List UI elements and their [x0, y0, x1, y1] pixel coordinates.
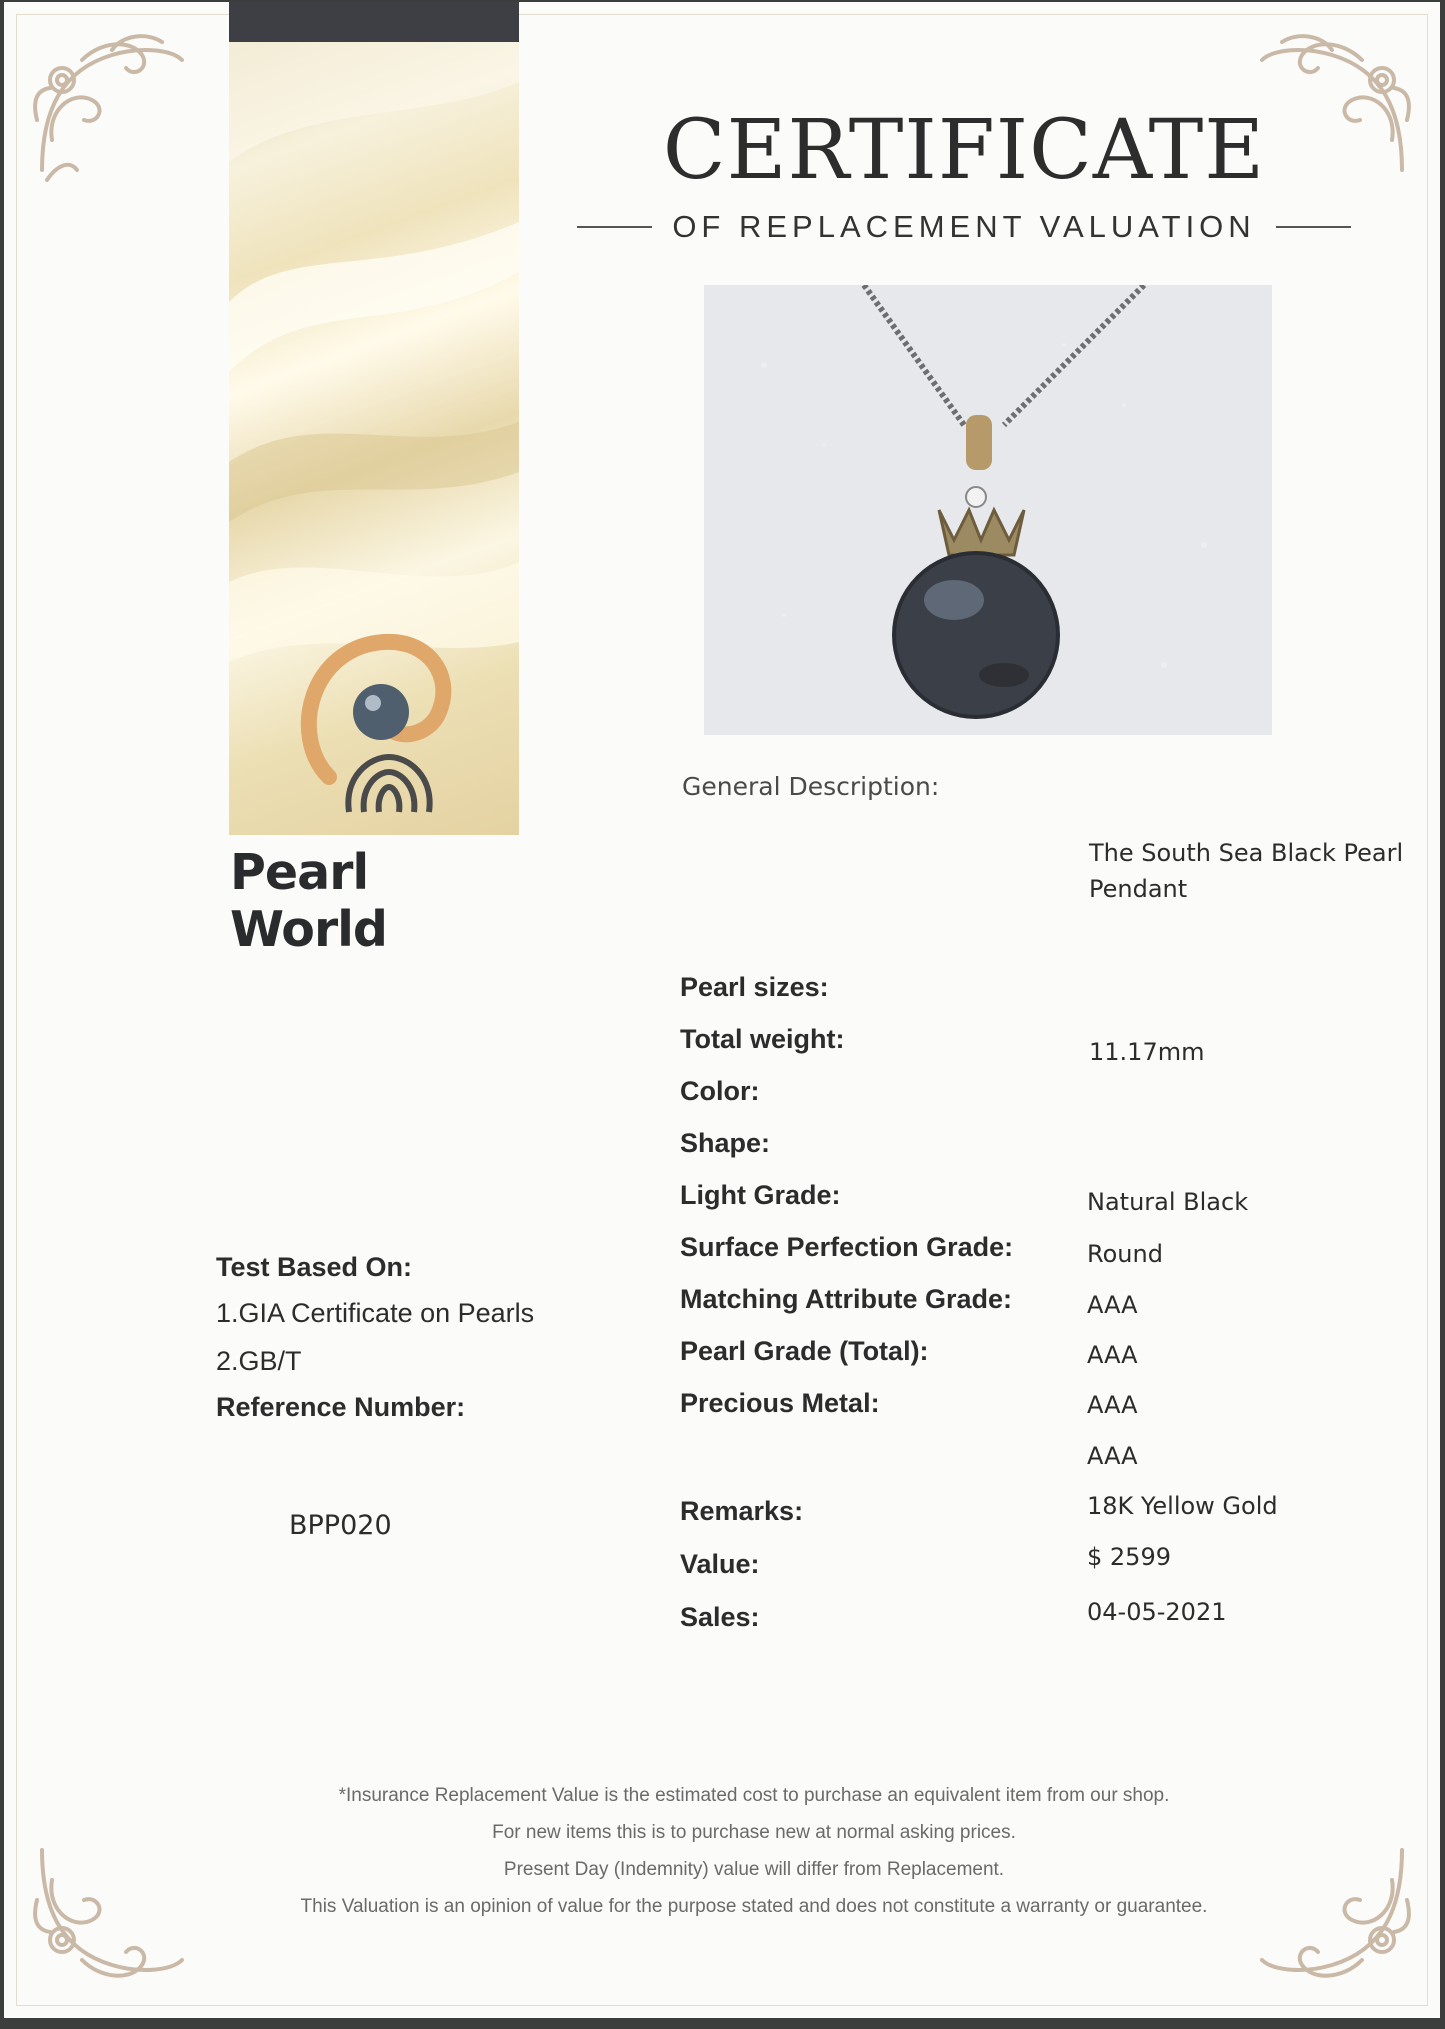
subtitle-rule-left: [577, 226, 652, 228]
disclaimer-line: This Valuation is an opinion of value for the purpose stated and does not constitute a warranty or guarantee.: [300, 1896, 1208, 1917]
field-value: Round: [1087, 1240, 1163, 1268]
pearl-world-logo-icon: [289, 627, 469, 827]
test-basis-item: 2.GB/T: [216, 1346, 302, 1376]
field-label: Surface Perfection Grade:: [680, 1232, 1014, 1262]
disclaimer-line: Present Day (Indemnity) value will differ from Replacement.: [503, 1859, 1005, 1880]
test-based-on-label: Test Based On:: [216, 1252, 413, 1282]
field-label: Sales:: [680, 1602, 760, 1632]
banner-top-bar: [229, 2, 519, 42]
field-value: AAA: [1087, 1341, 1138, 1369]
field-label: Color:: [680, 1076, 760, 1106]
field-label: Pearl Grade (Total):: [680, 1336, 929, 1366]
field-value: 18K Yellow Gold: [1087, 1492, 1278, 1520]
field-label: Remarks:: [680, 1496, 804, 1526]
field-label: Total weight:: [680, 1024, 845, 1054]
field-value: AAA: [1087, 1442, 1138, 1470]
reference-number-label: Reference Number:: [216, 1392, 466, 1422]
certificate-title: CERTIFICATE: [662, 103, 1266, 198]
reference-number-value: BPP020: [289, 1510, 392, 1541]
field-label: Matching Attribute Grade:: [680, 1284, 1013, 1314]
field-value: AAA: [1087, 1391, 1138, 1419]
field-label: Precious Metal:: [680, 1388, 880, 1418]
brand-name: Pearl World: [230, 844, 388, 958]
corner-ornament-icon: [22, 20, 192, 190]
general-description-label: General Description:: [682, 772, 940, 801]
certificate-subtitle: OF REPLACEMENT VALUATION: [672, 209, 1256, 244]
disclaimer-footer: [154, 1777, 1354, 1925]
pendant-photo: [704, 285, 1272, 735]
field-value: 11.17mm: [1089, 1038, 1205, 1066]
subtitle-rule-right: [1276, 226, 1351, 228]
field-label: Value:: [680, 1549, 760, 1579]
brand-banner: [229, 2, 519, 835]
general-description-value: The South Sea Black Pearl Pendant: [1089, 839, 1404, 903]
certificate-subtitle-row: [564, 207, 1364, 247]
field-value: 04-05-2021: [1087, 1598, 1227, 1626]
test-basis-item: 1.GIA Certificate on Pearls: [216, 1298, 535, 1328]
field-value: Natural Black: [1087, 1188, 1249, 1216]
field-value: $ 2599: [1087, 1543, 1171, 1571]
field-value: AAA: [1087, 1291, 1138, 1319]
certificate-page: [4, 2, 1440, 2018]
field-label: Light Grade:: [680, 1180, 841, 1210]
disclaimer-line: For new items this is to purchase new at normal asking prices.: [492, 1822, 1016, 1843]
field-label: Pearl sizes:: [680, 972, 829, 1002]
field-label: Shape:: [680, 1128, 771, 1158]
disclaimer-line: *Insurance Replacement Value is the estimated cost to purchase an equivalent item from our shop.: [338, 1785, 1170, 1806]
